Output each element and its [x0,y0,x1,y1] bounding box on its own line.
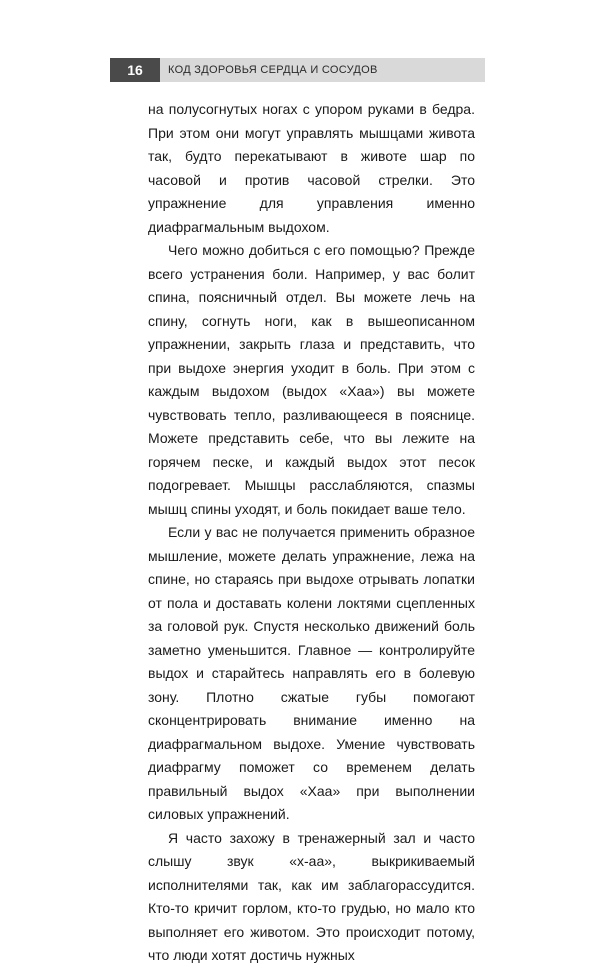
page-header [110,58,485,82]
paragraph: Если у вас не получается применить образное мышление, можете делать упражнение, лежа на спине, но стараясь при выдохе отрывать лопатки от пола и доставать колени локтями сцепленных за головой рук. Спустя несколько движений боль заметно уменьшится. Главное — контролируйте выдох и старайтесь направлять его в болевую зону. Плотно сжатые губы помогают сконцентрировать внимание именно на диафрагмальном выдохе. Умение чувствовать диафрагму поможет со временем делать правильный выдох «Хаа» при выполнении силовых упражнений. [148,524,475,822]
paragraph: Я часто захожу в тренажерный зал и часто слышу звук «х-аа», выкрикиваемый исполнителями так, как им заблагорассудится. Кто-то кричит горлом, кто-то грудью, но мало кто выполняет его животом. Это происходит потому, что люди хотят достичь нужных [148,829,475,963]
body-text [148,98,475,968]
running-title: КОД ЗДОРОВЬЯ СЕРДЦА И СОСУДОВ [160,58,485,82]
paragraph: Чего можно добиться с его помощью? Прежде всего устранения боли. Например, у вас болит спина, поясничный отдел. Вы можете лечь на спину, согнуть ноги, как в вышеописанном упражнении, закрыть глаза и представить, что при выдохе энергия уходит в боль. При этом с каждым выдохом (выдох «Хаа») вы можете чувствовать тепло, разливающееся в пояснице. Можете представить себе, что вы лежите на горячем песке, и каждый выдох этот песок подогревает. Мышцы расслабляются, спазмы мышц спины уходят, и боль покидает ваше тело. [148,242,475,517]
page-number: 16 [110,58,160,82]
paragraph: на полусогнутых ногах с упором руками в бедра. При этом они могут управлять мышцами живота так, будто перекатывают в животе шар по часовой и против часовой стрелки. Это упражнение для управления именно диафрагмальным выдохом. [148,101,475,235]
